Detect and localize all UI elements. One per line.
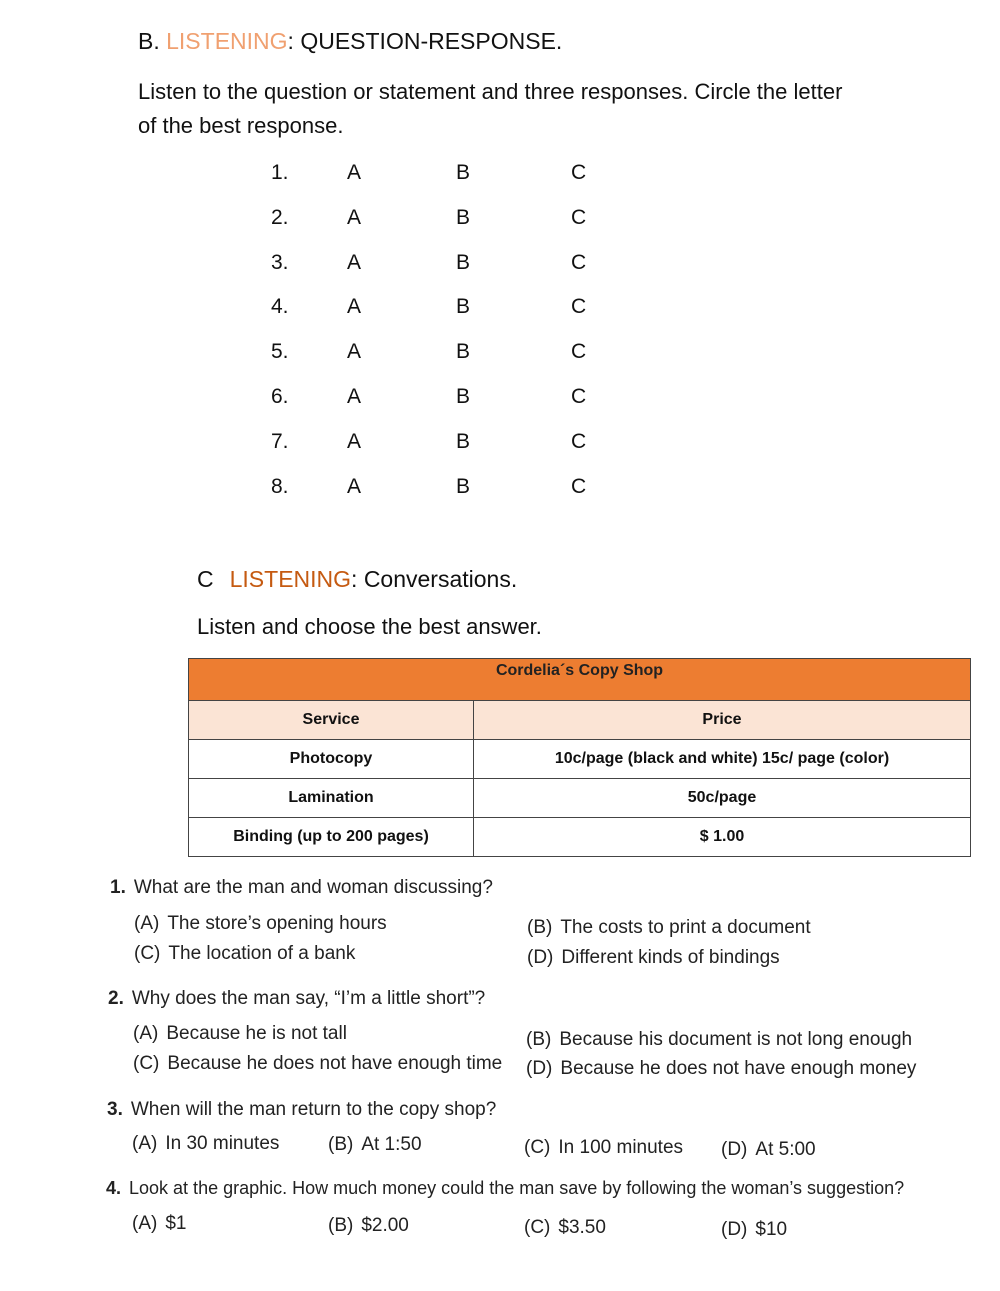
question-number: 3. [107,1099,123,1120]
section-b-instructions-line2: of the best response. [138,113,344,138]
choice-c[interactable]: C [571,250,587,274]
question-4 [106,1178,904,1199]
q1-option-b[interactable]: (B) The costs to print a document [527,917,811,938]
choice-c[interactable]: C [571,429,587,453]
choice-c[interactable]: C [571,340,587,364]
question-text: Why does the man say, “I’m a little short”? [131,988,486,1009]
q3-option-c[interactable]: (C) In 100 minutes [524,1137,684,1158]
q4-option-a[interactable]: (A) $1 [132,1213,187,1234]
row-service: Binding (up to 200 pages) [189,818,474,857]
choice-b[interactable]: B [456,205,471,229]
section-b-title-rest: : QUESTION-RESPONSE. [287,28,563,54]
row-number: 7. [271,429,289,453]
choice-c[interactable]: C [571,295,587,319]
section-c-prefix: C [197,566,214,592]
q1-option-c[interactable]: (C) The location of a bank [134,943,356,964]
choice-b[interactable]: B [456,474,471,498]
table-row [189,779,971,818]
table-header-row [189,701,971,740]
choice-b[interactable]: B [456,295,471,319]
section-b-instructions-line1: Listen to the question or statement and three responses. Circle the letter [138,79,843,104]
choice-a[interactable]: A [347,429,362,453]
header-service: Service [189,701,474,740]
q2-option-b[interactable]: (B) Because his document is not long enough [526,1029,913,1050]
table-title-row [189,659,971,701]
q4-option-c[interactable]: (C) $3.50 [524,1217,606,1238]
q2-option-d[interactable]: (D) Because he does not have enough money [526,1058,917,1079]
choice-a[interactable]: A [347,205,362,229]
row-number: 3. [271,250,289,274]
row-service: Photocopy [189,740,474,779]
row-number: 4. [271,295,289,319]
section-b-prefix: B. [138,28,167,54]
section-c-keyword: LISTENING [229,566,352,592]
copy-shop-price-table [188,658,971,857]
choice-b[interactable]: B [456,161,471,184]
q4-option-d[interactable]: (D) $10 [721,1219,788,1240]
section-c-title-rest: : Conversations. [351,566,518,592]
question-3 [107,1099,496,1121]
section-c-instructions: Listen and choose the best answer. [197,614,542,639]
row-number: 2. [271,205,289,229]
choice-b[interactable]: B [456,340,471,364]
choice-a[interactable]: A [347,474,362,498]
choice-a[interactable]: A [347,385,362,408]
row-number: 1. [271,161,289,184]
q3-option-a[interactable]: (A) In 30 minutes [132,1133,280,1154]
q1-option-d[interactable]: (D) Different kinds of bindings [527,947,780,968]
choice-c[interactable]: C [571,474,587,498]
question-number: 2. [108,988,124,1009]
header-price: Price [474,701,971,740]
question-text: Look at the graphic. How much money could the man save by following the woman’s suggestion? [129,1178,905,1198]
choice-b[interactable]: B [456,429,471,453]
choice-a[interactable]: A [347,340,362,364]
choice-a[interactable]: A [347,295,362,319]
question-text: When will the man return to the copy shop? [130,1099,497,1120]
choice-c[interactable]: C [571,385,587,408]
q1-option-a[interactable]: (A) The store’s opening hours [134,913,387,934]
row-number: 5. [271,340,289,364]
choice-c[interactable]: C [571,161,587,184]
row-price: 50c/page [474,779,971,818]
row-price: 10c/page (black and white) 15c/ page (color) [474,740,971,779]
question-number: 1. [110,877,126,898]
question-number: 4. [106,1178,122,1198]
q4-option-b[interactable]: (B) $2.00 [328,1215,409,1236]
table-title: Cordelia´s Copy Shop [189,659,971,701]
choice-c[interactable]: C [571,205,587,229]
row-price: $ 1.00 [474,818,971,857]
row-number: 8. [271,474,289,498]
choice-a[interactable]: A [347,250,362,274]
question-2 [108,988,485,1010]
question-1 [110,877,493,899]
q2-option-c[interactable]: (C) Because he does not have enough time [133,1053,503,1074]
question-text: What are the man and woman discussing? [133,877,493,898]
choice-a[interactable]: A [347,161,362,184]
table-row [189,818,971,857]
q3-option-d[interactable]: (D) At 5:00 [721,1139,816,1160]
section-c-title [197,566,517,593]
q3-option-b[interactable]: (B) At 1:50 [328,1134,422,1155]
section-b-keyword: LISTENING [166,28,288,54]
table-row [189,740,971,779]
q2-option-a[interactable]: (A) Because he is not tall [133,1023,347,1044]
choice-b[interactable]: B [456,250,471,274]
row-service: Lamination [189,779,474,818]
section-b-title [138,28,562,55]
choice-b[interactable]: B [456,385,471,408]
row-number: 6. [271,385,289,408]
